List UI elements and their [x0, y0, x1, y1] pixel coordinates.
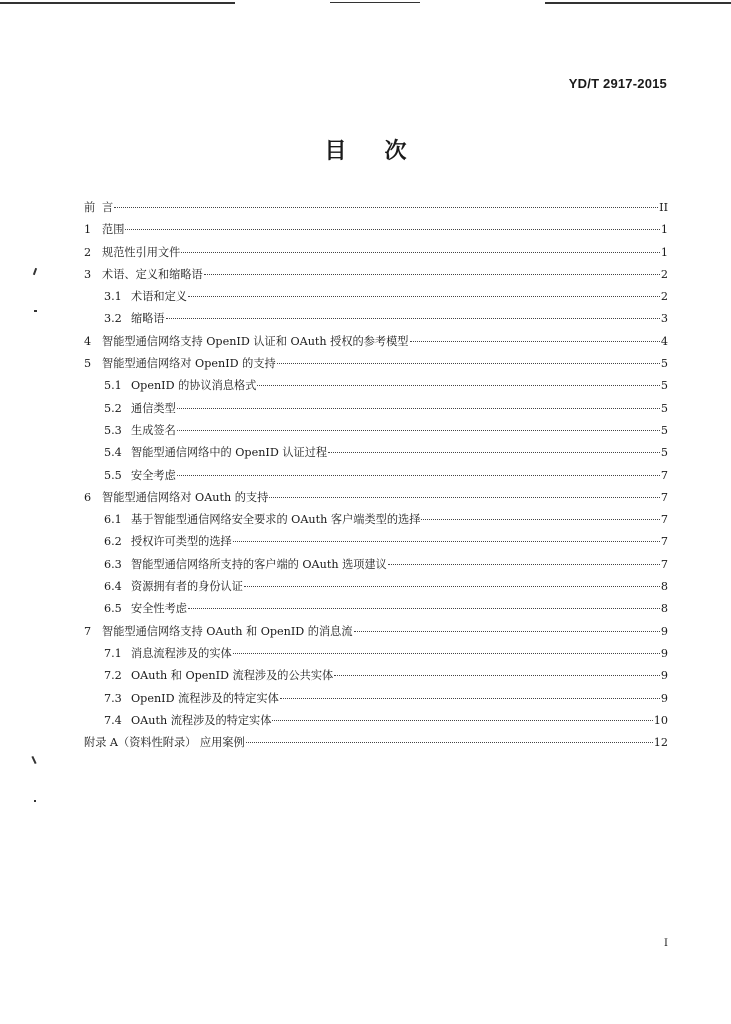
toc-entry: [84, 308, 668, 330]
toc-entry-number: 7.3: [104, 691, 122, 705]
table-of-contents: [84, 197, 668, 754]
toc-entry-title: 缩略语: [131, 312, 165, 326]
toc-entry-page: 8: [660, 602, 668, 616]
toc-entry: [84, 710, 668, 732]
toc-entry-number: 前: [84, 201, 96, 214]
toc-leader-dots: [233, 540, 660, 542]
toc-entry-title: 范围: [102, 223, 125, 237]
toc-leader-dots: [269, 496, 660, 498]
toc-entry-page: 2: [660, 290, 668, 304]
toc-entry: [84, 331, 668, 353]
scan-mark: [31, 756, 36, 764]
toc-entry-page: 9: [660, 624, 668, 638]
toc-entry-title: 智能型通信网络对 OpenID 的支持: [102, 357, 276, 371]
toc-entry: [84, 732, 668, 754]
toc-entry-number: 6: [84, 490, 92, 504]
toc-entry-page: 7: [660, 490, 668, 504]
toc-entry-number: 5.2: [104, 401, 122, 415]
toc-entry-number: 5.1: [104, 379, 122, 393]
toc-leader-dots: [257, 384, 659, 386]
toc-entry-number: 7.2: [104, 669, 122, 683]
toc-entry: [84, 420, 668, 442]
toc-entry-title: OpenID 的协议消息格式: [131, 379, 257, 393]
toc-entry: [84, 576, 668, 598]
page-title: [0, 134, 731, 165]
toc-entry-number: 3.2: [104, 312, 122, 326]
toc-entry-page: 5: [660, 379, 668, 393]
toc-entry-page: 3: [660, 312, 668, 326]
toc-entry-title: 智能型通信网络所支持的客户端的 OAuth 选项建议: [131, 557, 387, 571]
toc-entry-number: 7.4: [104, 713, 122, 727]
toc-entry-number: 6.2: [104, 535, 122, 549]
toc-entry: [84, 621, 668, 643]
toc-entry-number: 6.5: [104, 602, 122, 616]
toc-leader-dots: [177, 429, 660, 431]
toc-entry-number: 5.4: [104, 446, 122, 460]
toc-entry-number: 3.1: [104, 290, 122, 304]
toc-leader-dots: [277, 362, 660, 364]
toc-entry-page: 12: [653, 736, 668, 750]
toc-entry-page: 7: [660, 513, 668, 527]
toc-leader-dots: [280, 697, 660, 699]
document-code: YD/T 2917-2015: [568, 76, 667, 91]
toc-entry-title: 生成签名: [131, 423, 176, 437]
toc-leader-dots: [410, 340, 660, 342]
scan-mark: [34, 800, 36, 802]
toc-entry-page: 10: [653, 713, 668, 727]
toc-entry: [84, 665, 668, 687]
toc-entry-number: 2: [84, 245, 92, 259]
toc-entry-title: 智能型通信网络支持 OpenID 认证和 OAuth 授权的参考模型: [102, 334, 409, 348]
title-char: 目: [324, 139, 347, 164]
toc-entry: [84, 554, 668, 576]
toc-entry-title: 言: [102, 201, 114, 214]
toc-entry-title: 术语、定义和缩略语: [102, 267, 203, 281]
toc-leader-dots: [181, 251, 660, 253]
toc-leader-dots: [334, 674, 660, 676]
scan-mark: [33, 268, 37, 275]
toc-leader-dots: [244, 585, 660, 587]
toc-entry-title: 术语和定义: [131, 290, 187, 304]
toc-entry-title: 授权许可类型的选择: [131, 535, 232, 549]
toc-entry-number: 6.3: [104, 557, 122, 571]
toc-entry-page: 9: [660, 691, 668, 705]
toc-leader-dots: [188, 295, 660, 297]
toc-entry: [84, 509, 668, 531]
toc-entry-number: 4: [84, 334, 92, 348]
toc-entry-title: 资源拥有者的身份认证: [131, 580, 243, 594]
toc-entry-number: 7.1: [104, 646, 122, 660]
toc-leader-dots: [204, 273, 660, 275]
toc-entry-page: 9: [660, 669, 668, 683]
toc-entry-page: 5: [660, 401, 668, 415]
toc-leader-dots: [272, 719, 652, 721]
scan-edge-line: [545, 2, 731, 4]
toc-entry-number: 6.4: [104, 580, 122, 594]
scan-edge-line: [0, 2, 235, 4]
toc-entry: [84, 375, 668, 397]
toc-entry-page: 8: [660, 580, 668, 594]
toc-entry-title: OAuth 流程涉及的特定实体: [131, 713, 272, 727]
toc-leader-dots: [177, 474, 660, 476]
toc-entry: [84, 286, 668, 308]
toc-leader-dots: [188, 607, 660, 609]
toc-entry-title: 智能型通信网络对 OAuth 的支持: [102, 490, 269, 504]
toc-entry-title: 安全性考虑: [131, 602, 187, 616]
toc-leader-dots: [388, 563, 660, 565]
toc-entry-page: 7: [660, 535, 668, 549]
toc-entry: [84, 264, 668, 286]
toc-entry-page: 4: [660, 334, 668, 348]
toc-leader-dots: [177, 407, 660, 409]
toc-entry: [84, 688, 668, 710]
toc-entry-title: 通信类型: [131, 401, 176, 415]
toc-leader-dots: [114, 206, 658, 208]
toc-entry-page: II: [659, 201, 668, 214]
toc-leader-dots: [233, 652, 660, 654]
toc-entry-page: 7: [660, 468, 668, 482]
toc-entry-number: 6.1: [104, 513, 122, 527]
toc-entry-number: 5.5: [104, 468, 122, 482]
toc-entry-number: 7: [84, 624, 92, 638]
toc-leader-dots: [246, 741, 653, 743]
toc-entry-page: 7: [660, 557, 668, 571]
toc-entry-page: 5: [660, 357, 668, 371]
toc-leader-dots: [125, 228, 659, 230]
toc-entry: [84, 197, 668, 219]
toc-entry: [84, 643, 668, 665]
toc-entry-page: 5: [660, 423, 668, 437]
scan-mark: [34, 310, 37, 312]
toc-entry-page: 5: [660, 446, 668, 460]
toc-entry-number: 5: [84, 357, 92, 371]
toc-entry-title: 规范性引用文件: [102, 245, 181, 259]
toc-entry-title: 基于智能型通信网络安全要求的 OAuth 客户端类型的选择: [131, 513, 421, 527]
toc-entry-number: 5.3: [104, 423, 122, 437]
toc-entry-page: 9: [660, 646, 668, 660]
toc-entry: [84, 598, 668, 620]
toc-entry-title: 智能型通信网络支持 OAuth 和 OpenID 的消息流: [102, 624, 353, 638]
toc-entry-page: 1: [660, 223, 668, 237]
toc-entry: [84, 531, 668, 553]
toc-entry: [84, 465, 668, 487]
title-char: 次: [384, 139, 407, 164]
toc-leader-dots: [166, 317, 660, 319]
toc-entry-page: 1: [660, 245, 668, 259]
toc-entry-number: 3: [84, 267, 92, 281]
toc-entry-page: 2: [660, 267, 668, 281]
toc-entry: [84, 219, 668, 241]
toc-entry: [84, 353, 668, 375]
toc-entry-title: OAuth 和 OpenID 流程涉及的公共实体: [131, 669, 334, 683]
page-number: I: [664, 938, 668, 949]
toc-leader-dots: [421, 518, 659, 520]
toc-entry-title: OpenID 流程涉及的特定实体: [131, 691, 279, 705]
toc-entry-number: 1: [84, 223, 92, 237]
toc-entry-title: 附录 A（资料性附录） 应用案例: [84, 736, 245, 750]
toc-entry: [84, 442, 668, 464]
toc-entry: [84, 487, 668, 509]
toc-entry-title: 安全考虑: [131, 468, 176, 482]
scan-edge-line: [330, 2, 420, 3]
toc-entry-title: 智能型通信网络中的 OpenID 认证过程: [131, 446, 328, 460]
toc-entry: [84, 242, 668, 264]
toc-leader-dots: [328, 451, 660, 453]
toc-leader-dots: [354, 630, 660, 632]
toc-entry-title: 消息流程涉及的实体: [131, 646, 232, 660]
toc-entry: [84, 398, 668, 420]
